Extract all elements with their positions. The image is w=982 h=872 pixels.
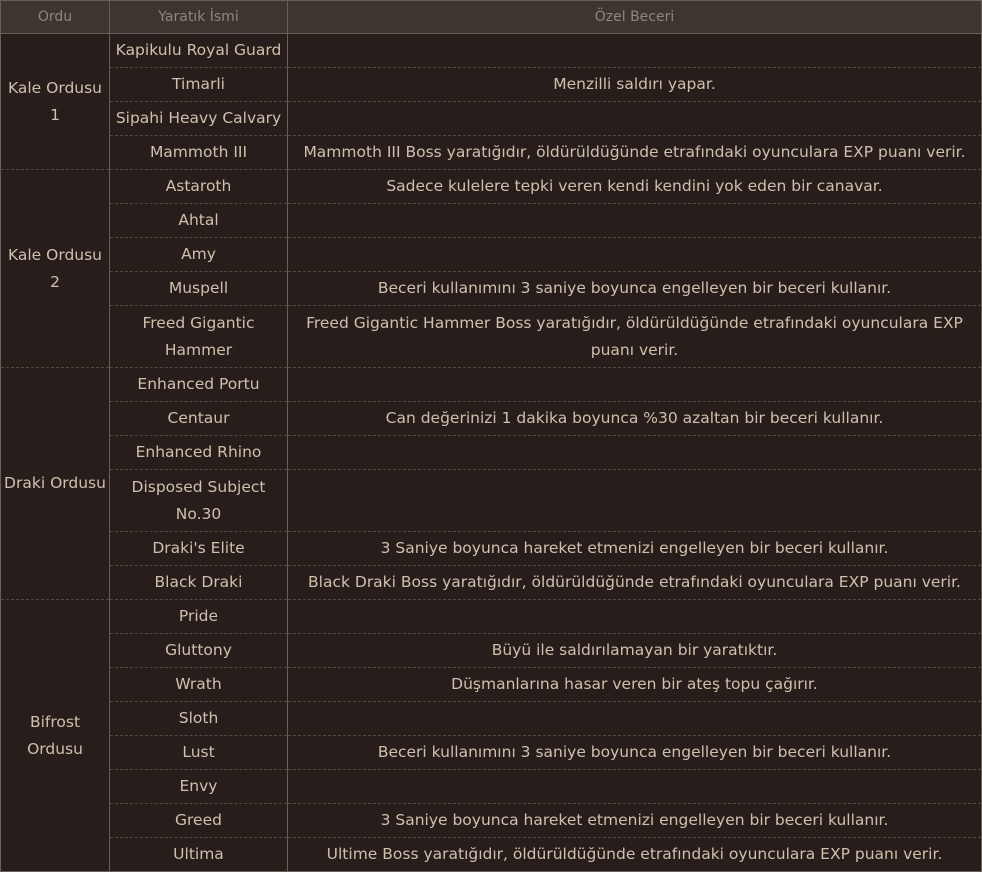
skill-description xyxy=(288,238,982,272)
skill-description xyxy=(288,600,982,634)
army-cell: Draki Ordusu xyxy=(1,368,110,600)
table-row xyxy=(1,204,982,238)
table-row xyxy=(1,136,982,170)
table-row xyxy=(1,402,982,436)
skill-description xyxy=(288,702,982,736)
table-header-row xyxy=(1,1,982,34)
header-special-skill: Özel Beceri xyxy=(288,1,982,34)
table-row xyxy=(1,600,982,634)
army-cell: Kale Ordusu 2 xyxy=(1,170,110,368)
creature-name: Lust xyxy=(110,736,288,770)
table-row xyxy=(1,272,982,306)
creature-name: Astaroth xyxy=(110,170,288,204)
creature-name: Muspell xyxy=(110,272,288,306)
table-row xyxy=(1,634,982,668)
creature-name: Envy xyxy=(110,770,288,804)
table-row xyxy=(1,436,982,470)
table-row xyxy=(1,34,982,68)
table-row xyxy=(1,238,982,272)
creature-name: Gluttony xyxy=(110,634,288,668)
table-row xyxy=(1,170,982,204)
table-row xyxy=(1,566,982,600)
creature-name: Amy xyxy=(110,238,288,272)
table-row xyxy=(1,102,982,136)
creature-name: Freed Gigantic Hammer xyxy=(110,306,288,368)
skill-description xyxy=(288,368,982,402)
creature-name: Pride xyxy=(110,600,288,634)
skill-description: Beceri kullanımını 3 saniye boyunca engelleyen bir beceri kullanır. xyxy=(288,736,982,770)
army-cell: Bifrost Ordusu xyxy=(1,600,110,872)
creature-name: Ahtal xyxy=(110,204,288,238)
skill-description: Can değerinizi 1 dakika boyunca %30 azaltan bir beceri kullanır. xyxy=(288,402,982,436)
creature-name: Draki's Elite xyxy=(110,532,288,566)
table-row xyxy=(1,368,982,402)
creature-name: Enhanced Portu xyxy=(110,368,288,402)
skill-description xyxy=(288,34,982,68)
skill-description: Büyü ile saldırılamayan bir yaratıktır. xyxy=(288,634,982,668)
creature-name: Wrath xyxy=(110,668,288,702)
table-row xyxy=(1,470,982,532)
table-row xyxy=(1,736,982,770)
creature-name: Centaur xyxy=(110,402,288,436)
creature-name: Disposed Subject No.30 xyxy=(110,470,288,532)
creature-name: Sloth xyxy=(110,702,288,736)
skill-description: Freed Gigantic Hammer Boss yaratığıdır, öldürüldüğünde etrafındaki oyunculara EXP puanı verir. xyxy=(288,306,982,368)
skill-description xyxy=(288,470,982,532)
header-creature-name: Yaratık İsmi xyxy=(110,1,288,34)
skill-description: Beceri kullanımını 3 saniye boyunca engelleyen bir beceri kullanır. xyxy=(288,272,982,306)
creature-name: Timarli xyxy=(110,68,288,102)
skill-description xyxy=(288,204,982,238)
creature-name: Greed xyxy=(110,804,288,838)
table-row xyxy=(1,770,982,804)
skill-description: Black Draki Boss yaratığıdır, öldürüldüğünde etrafındaki oyunculara EXP puanı verir. xyxy=(288,566,982,600)
table-row xyxy=(1,702,982,736)
table-row xyxy=(1,668,982,702)
table-row xyxy=(1,532,982,566)
creature-name: Kapikulu Royal Guard xyxy=(110,34,288,68)
creature-name: Mammoth III xyxy=(110,136,288,170)
army-cell: Kale Ordusu 1 xyxy=(1,34,110,170)
skill-description: Mammoth III Boss yaratığıdır, öldürüldüğünde etrafındaki oyunculara EXP puanı verir. xyxy=(288,136,982,170)
skill-description xyxy=(288,770,982,804)
skill-description: Sadece kulelere tepki veren kendi kendini yok eden bir canavar. xyxy=(288,170,982,204)
skill-description: Menzilli saldırı yapar. xyxy=(288,68,982,102)
skill-description: 3 Saniye boyunca hareket etmenizi engelleyen bir beceri kullanır. xyxy=(288,804,982,838)
skill-description: Düşmanlarına hasar veren bir ateş topu çağırır. xyxy=(288,668,982,702)
table-row xyxy=(1,306,982,368)
skill-description: Ultime Boss yaratığıdır, öldürüldüğünde etrafındaki oyunculara EXP puanı verir. xyxy=(288,838,982,872)
creature-name: Enhanced Rhino xyxy=(110,436,288,470)
skill-description: 3 Saniye boyunca hareket etmenizi engelleyen bir beceri kullanır. xyxy=(288,532,982,566)
creature-name: Ultima xyxy=(110,838,288,872)
table-row xyxy=(1,838,982,872)
table-row xyxy=(1,68,982,102)
skill-description xyxy=(288,436,982,470)
creature-name: Sipahi Heavy Calvary xyxy=(110,102,288,136)
header-army: Ordu xyxy=(1,1,110,34)
skill-description xyxy=(288,102,982,136)
table-row xyxy=(1,804,982,838)
creature-name: Black Draki xyxy=(110,566,288,600)
